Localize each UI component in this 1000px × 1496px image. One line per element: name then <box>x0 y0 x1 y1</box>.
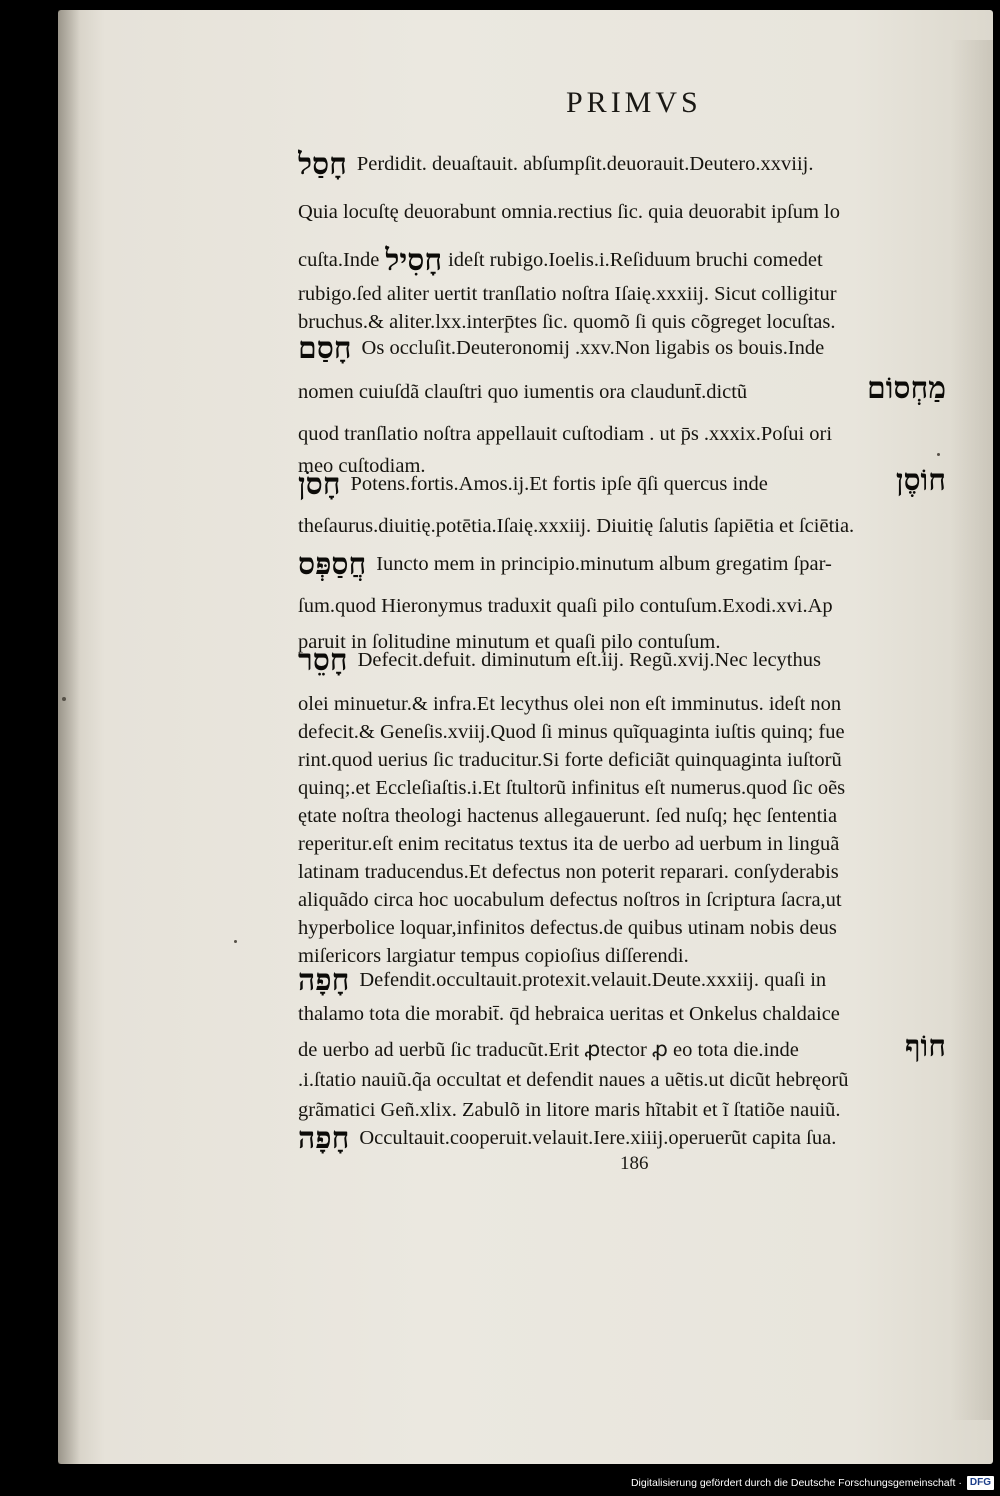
hebrew-lemma: חֲסַפְּס <box>298 547 367 583</box>
text-line <box>298 464 946 504</box>
hebrew-lemma: חָסֹן <box>298 467 341 503</box>
text-line <box>298 1118 946 1158</box>
latin-text: nomen cuiuſdã clauſtri quo iumentis ora claudunt̄.dictũ <box>298 381 748 403</box>
footer-credit-text: Digitalisierung gefördert durch die Deutsche Forschungsgemeinschaft · <box>630 1477 962 1489</box>
dfg-logo: DFG <box>967 1476 994 1490</box>
hebrew-lemma: חָסַל <box>298 147 347 183</box>
footer-credit-bar <box>600 1474 994 1492</box>
hebrew-lemma: חָפָה <box>298 1121 350 1157</box>
latin-text: reperitur.eſt enim recitatus textus ita de uerbo ad uerbum in linguã <box>298 833 840 855</box>
latin-text: meo cuſtodiam. <box>298 455 426 477</box>
text-line <box>298 506 946 546</box>
latin-text: de uerbo ad uerbũ ſic traducũt.Erit ꝓtector ꝓ eo tota die.inde <box>298 1039 799 1061</box>
latin-text: quinq;.et Eccleſiaſtis.i.Et ſtultorũ infinitus eſt numerus.quod ſic oẽs <box>298 777 846 799</box>
latin-text: Defecit.defuit. diminutum eſt.iij. Regũ.xvij.Nec lecythus <box>357 649 821 671</box>
folio-number: 186 <box>620 1153 649 1174</box>
text-line <box>298 192 946 232</box>
latin-text: miſericors largiatur tempus copioſius diſſerendi. <box>298 945 689 967</box>
latin-text: thalamo tota die morabit̄. q̄d hebraica ueritas et Onkelus chaldaice <box>298 1003 840 1025</box>
latin-text: Perdidit. deuaſtauit. abſumpſit.deuorauit.Deutero.xxviij. <box>356 153 814 175</box>
latin-text: defecit.& Geneſis.xviij.Quod ſi minus quĩquaginta iuſtis quinq; fue <box>298 721 845 743</box>
latin-text: hyperbolice loquar,infinitos defectus.de quibus utinam nobis deus <box>298 917 837 939</box>
hebrew-word-end: חוֹסֶן <box>895 464 946 498</box>
gutter-shadow <box>58 10 80 1464</box>
hebrew-lemma: חָסֵר <box>298 643 348 679</box>
hebrew-word-inline: חָסִיל <box>385 243 443 279</box>
running-head: PRIMVS <box>566 86 702 119</box>
latin-text: quod tranſlatio noſtra appellauit cuſtodiam . ut p̄s .xxxix.Poſui ori <box>298 423 833 445</box>
hebrew-lemma: חָסַם <box>298 331 352 367</box>
text-line <box>298 640 946 680</box>
text-line <box>298 328 946 368</box>
latin-text: .i.ſtatio nauiũ.q̃a occultat et defendit naues a uẽtis.ut dicũt hebręorũ <box>298 1069 849 1091</box>
paper-speck <box>937 453 940 456</box>
paper-speck <box>62 697 66 701</box>
latin-text: Potens.fortis.Amos.ij.Et fortis ipſe q̄ſi quercus inde <box>350 473 768 495</box>
hebrew-word-end: מַחְסוֹם <box>867 372 946 406</box>
hebrew-lemma: חָפָה <box>298 963 350 999</box>
latin-text: ętate noſtra theologi hactenus allegauerunt. ſed nuſq; hęc ſententia <box>298 805 838 827</box>
latin-text: rubigo.ſed aliter uertit tranſlatio noſtra Iſaię.xxxiij. Sicut colligitur <box>298 283 837 305</box>
latin-text: grãmatici Geñ.xlix. Zabulõ in litore maris hĩtabit et ĩ ſtatiõe nauiũ. <box>298 1099 841 1121</box>
latin-text: ſum.quod Hieronymus traduxit quaſi pilo contuſum.Exodi.xvi.Ap <box>298 595 833 617</box>
latin-text: Occultauit.cooperuit.velauit.Iere.xiiij.operuerũt capita ſua. <box>359 1127 837 1149</box>
paper-speck <box>234 940 237 943</box>
latin-text: Quia locuſtę deuorabunt omnia.rectius ſic. quia deuorabit ipſum lo <box>298 201 840 223</box>
text-line <box>298 544 946 584</box>
text-line <box>298 144 946 184</box>
latin-text: bruchus.& aliter.lxx.interp̄tes ſic. quomõ ſi quis cõgreget locuſtas. <box>298 311 836 333</box>
text-line <box>298 372 946 412</box>
latin-text: latinam traducendus.Et defectus non poterit reparari. conſyderabis <box>298 861 839 883</box>
latin-text: aliquãdo circa hoc uocabulum defectus noſtros in ſcriptura ſacra,ut <box>298 889 842 911</box>
latin-text: Os occluſit.Deuteronomij .xxv.Non ligabis os bouis.Inde <box>361 337 825 359</box>
text-line <box>298 586 946 626</box>
latin-text: Defendit.occultauit.protexit.velauit.Deute.xxxiij. quaſi in <box>359 969 827 991</box>
latin-text: paruit in ſolitudine minutum et quaſi pilo contuſum. <box>298 631 721 653</box>
latin-text-continued: ideſt rubigo.Ioelis.i.Reſiduum bruchi comedet <box>448 249 823 271</box>
page-edge-shading <box>950 40 993 1420</box>
latin-text: theſaurus.diuitię.potētia.Iſaię.xxxiij. Diuitię ſalutis ſapiētia et ſciētia. <box>298 515 855 537</box>
latin-text: olei minuetur.& infra.Et lecythus olei non eſt imminutus. ideſt non <box>298 693 842 715</box>
text-line <box>298 994 946 1034</box>
latin-text: Iuncto mem in principio.minutum album gregatim ſpar- <box>376 553 832 575</box>
hebrew-word-end: חוֹף <box>905 1030 946 1064</box>
latin-text: rint.quod uerius ſic traducitur.Si forte deficiãt quinquaginta iuſtorũ <box>298 749 842 771</box>
latin-text: cuſta.Inde <box>298 249 380 271</box>
